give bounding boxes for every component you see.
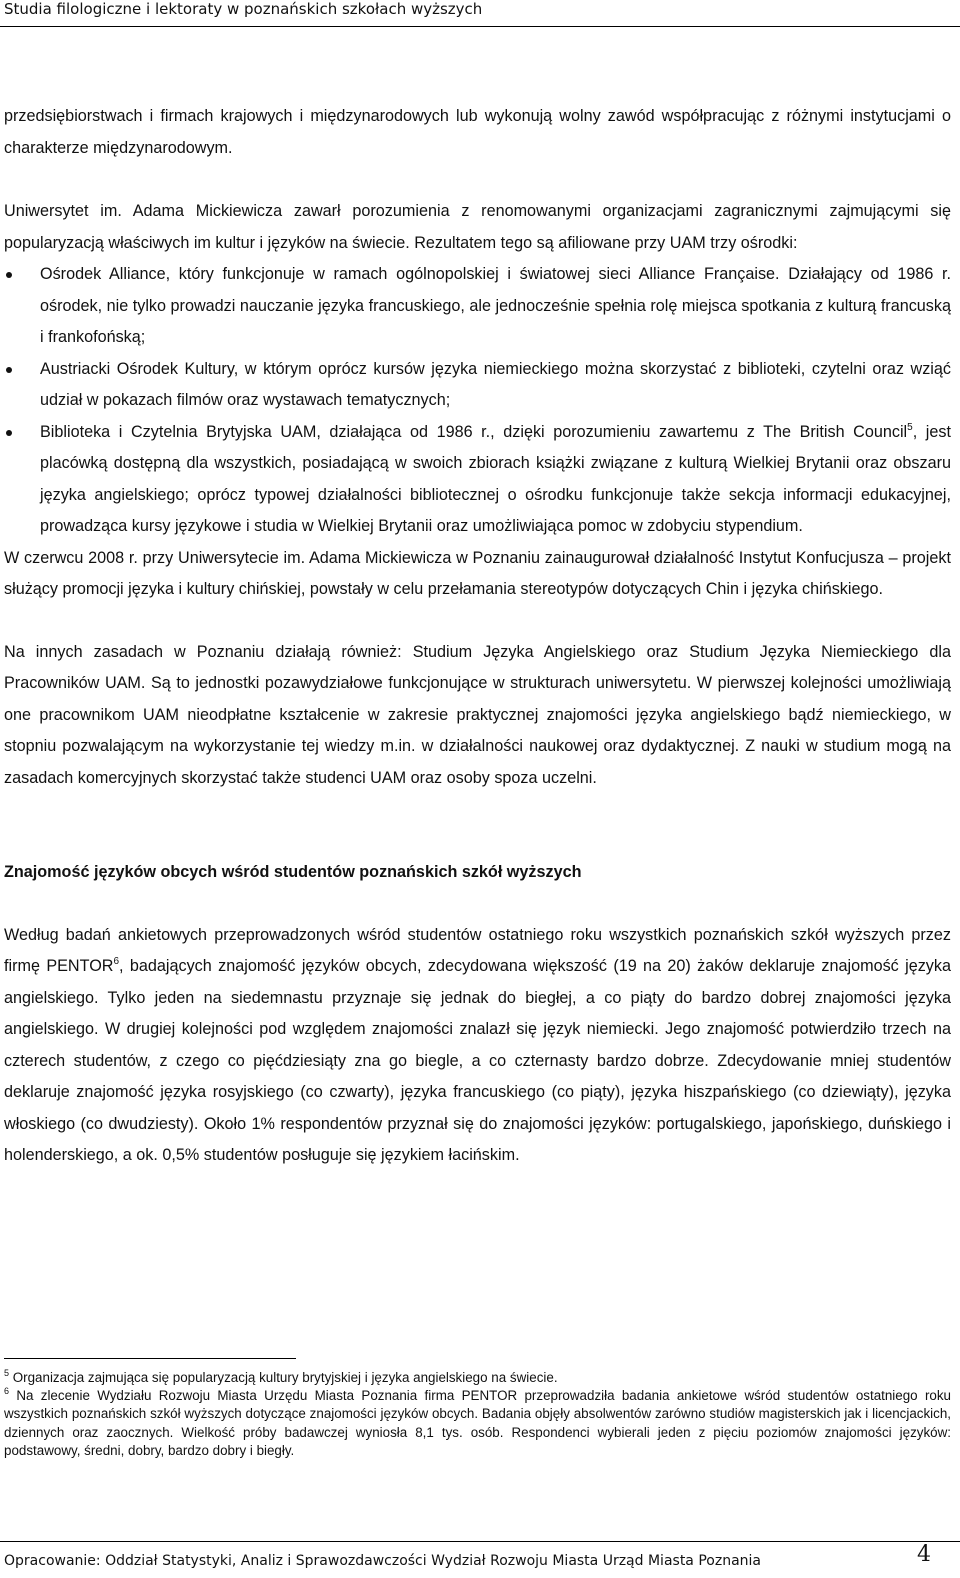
bullet-text: Biblioteka i Czytelnia Brytyjska UAM, działająca od 1986 r., dzięki porozumieniu zawartemu z The British Council	[40, 422, 908, 441]
paragraph-2: Uniwersytet im. Adama Mickiewicza zawarł porozumienia z renomowanymi organizacjami zagranicznymi zajmującymi się popularyzacją właściwych im kultur i języków na świecie. Rezultatem tego są afiliowane przy UAM trzy ośrodki:	[4, 202, 951, 252]
paragraph-1: przedsiębiorstwach i firmach krajowych i międzynarodowych lub wykonują wolny zawód współpracując z różnymi instytucjami o charakterze międzynarodowym.	[4, 107, 951, 157]
section-heading: Znajomość języków obcych wśród studentów poznańskich szkół wyższych	[4, 863, 582, 881]
document-body	[4, 101, 951, 1172]
footer-credit: Opracowanie: Oddział Statystyki, Analiz i Sprawozdawczości Wydział Rozwoju Miasta Urząd Miasta Poznania	[4, 1553, 761, 1569]
page-number: 4	[917, 1542, 931, 1567]
page-footer	[4, 1542, 955, 1575]
footnote-text: Na zlecenie Wydziału Rozwoju Miasta Urzędu Miasta Poznania firma PENTOR przeprowadziła badania ankietowe wśród studentów ostatniego roku wszystkich poznańskich szkół wyższych dotyczące znajomości języków obcych. Badania objęły absolwentów zarówno studiów magisterskich jak i licencjackich, dziennych oraz zaocznych. Wielkość próby badawczej wyniosła 8,1 tys. osób. Respondenci wybierali jeden z pięciu poziomów znajomości języków: podstawowy, średni, dobry, bardzo dobry i biegły.	[4, 1388, 951, 1458]
paragraph-text: , badających znajomość języków obcych, zdecydowana większość (19 na 20) żaków deklaruje znajomość języka angielskiego. Tylko jeden na siedemnastu przyznaje się jednak do biegłej, a co piąty do bardzo dobrej znajomości języka angielskiego. W drugiej kolejności pod względem znajomości znalazł się język niemiecki. Jego znajomość potwierdziło trzech na czterech studentów, z czego co pięćdziesiąty zna go biegle, a co czternasty bardzo dobrze. Zdecydowanie mniej studentów deklaruje znajomość języka rosyjskiego (co czwarty), języka francuskiego (co piąty), języka hiszpańskiego (co dziewiąty), języka włoskiego (co dwudziesty). Około 1% respondentów przyznał się do znajomości języków: portugalskiego, japońskiego, duńskiego i holenderskiego, a ok. 0,5% studentów posługuje się językiem łacińskim.	[4, 957, 951, 1164]
footer-divider	[0, 1541, 960, 1542]
bullet-list	[4, 259, 951, 543]
header-title: Studia filologiczne i lektoraty w poznańskich szkołach wyższych	[4, 0, 483, 18]
footnote-ref-5: 5	[907, 421, 913, 433]
paragraph-4: Na innych zasadach w Poznaniu działają również: Studium Języka Angielskiego oraz Studium Języka Niemieckiego dla Pracowników UAM. Są to jednostki pozawydziałowe funkcjonujące w strukturach uniwersytetu. W pierwszej kolejności umożliwiają one pracownikom UAM nieodpłatne kształcenie w zakresie praktycznej znajomości języka angielskiego bądź niemieckiego, w stopniu pozwalającym na wykorzystanie tej wiedzy m.in. w działalności naukowej oraz dydaktycznej. Z nauki w studium mogą na zasadach komercyjnych skorzystać także studenci UAM oraz osoby spoza uczelni.	[4, 642, 951, 787]
bullet-item-british-library	[4, 417, 951, 543]
spacer	[4, 606, 951, 637]
footnote-text: Organizacja zajmująca się popularyzacją kultury brytyjskiej i języka angielskiego na świecie.	[9, 1370, 558, 1385]
footnotes	[4, 1369, 951, 1460]
spacer	[4, 164, 951, 196]
header-divider	[0, 26, 960, 27]
footnote-6	[4, 1387, 951, 1460]
footnote-number: 6	[4, 1386, 10, 1397]
bullet-text: , jest placówką dostępną dla wszystkich, posiadającą w swoich zbiorach książki związane z kulturą Wielkiej Brytanii oraz obszaru języka angielskiego; oprócz typowej działalności bibliotecznej o ośrodku funkcjonuje także sekcja informacji edukacyjnej, prowadząca kursy językowe i studia w Wielkiej Brytanii oraz umożliwiająca pomoc w zdobyciu stypendium.	[40, 422, 951, 535]
spacer	[4, 794, 951, 857]
footnote-ref-6: 6	[113, 956, 120, 967]
bullet-item-alliance: Ośrodek Alliance, który funkcjonuje w ramach ogólnopolskiej i światowej sieci Alliance Française. Działający od 1986 r. ośrodek, nie tylko prowadzi nauczanie języka francuskiego, ale jednocześnie spełnia rolę miejsca spotkania z kulturą francuską i frankofońską;	[4, 259, 951, 354]
footnote-divider	[4, 1358, 296, 1359]
running-header	[0, 0, 960, 26]
bullet-item-austrian-centre: Austriacki Ośrodek Kultury, w którym oprócz kursów języka niemieckiego można skorzystać z biblioteki, czytelni oraz wziąć udział w pokazach filmów oraz wystawach tematycznych;	[4, 354, 951, 417]
spacer	[4, 889, 951, 920]
footnote-number: 5	[4, 1368, 10, 1378]
paragraph-text: Według badań ankietowych przeprowadzonych wśród studentów ostatniego roku wszystkich poznańskich szkół wyższych przez firmę PENTOR	[4, 925, 951, 975]
footnote-5	[4, 1369, 951, 1387]
paragraph-3: W czerwcu 2008 r. przy Uniwersytecie im. Adama Mickiewicza w Poznaniu zainaugurował działalność Instytut Konfucjusza – projekt służący promocji języka i kultury chińskiej, powstały w celu przełamania stereotypów dotyczących Chin i języka chińskiego.	[4, 548, 951, 598]
paragraph-5	[4, 920, 951, 1172]
